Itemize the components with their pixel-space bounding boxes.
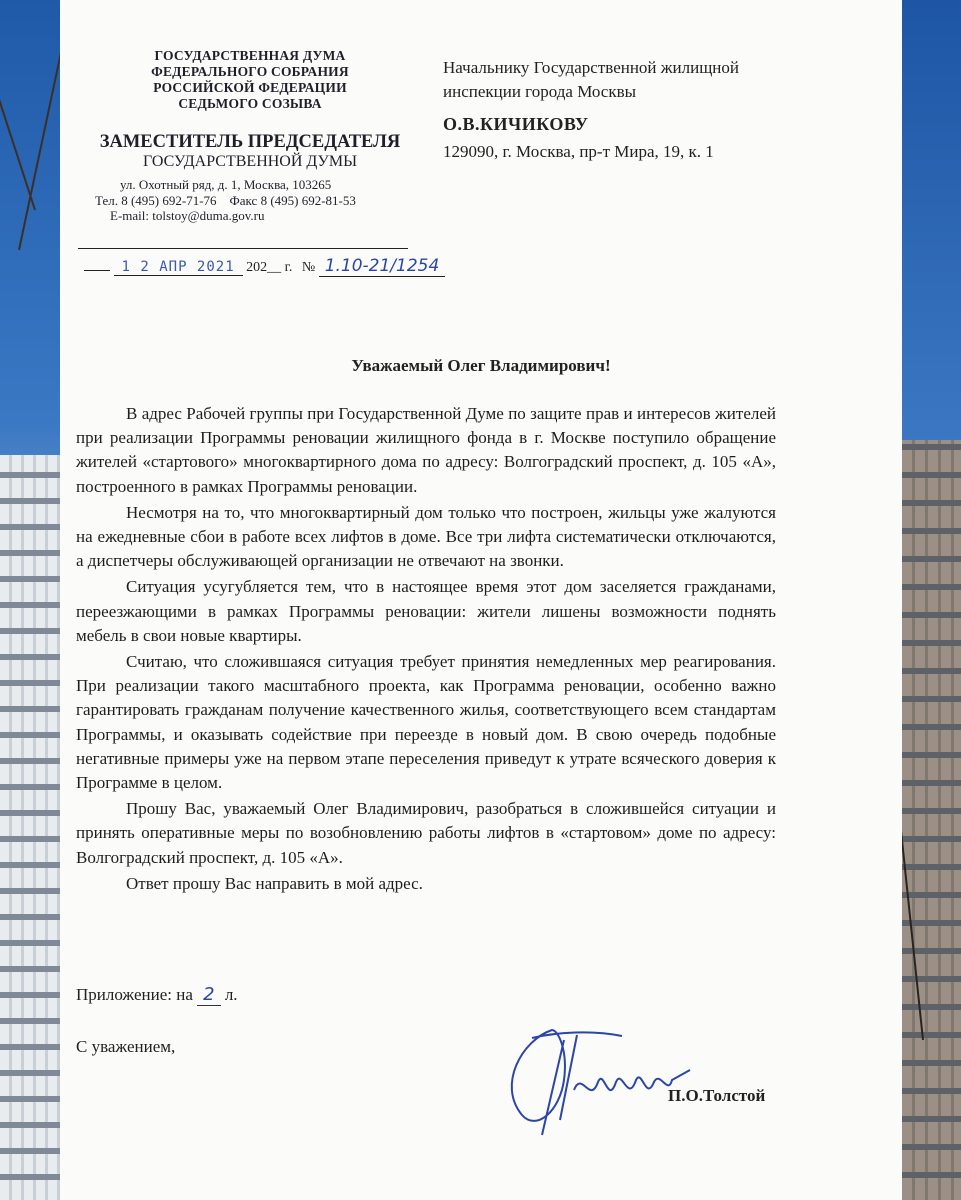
paragraph: Несмотря на то, что многоквартирный дом только что построен, жильцы уже жалуются на ежедневные сбои в работе всех лифтов в доме. Все три лифта систематически отключаются, а диспетчеры обслуживающей организации не отвечают на звонки. — [76, 502, 776, 571]
deputy-subtitle: ГОСУДАРСТВЕННОЙ ДУМЫ — [142, 153, 358, 170]
appendix-line — [76, 984, 238, 1005]
registration-number: 1.10-21/1254 — [319, 256, 446, 277]
building-right — [902, 440, 961, 1200]
tree-branch — [0, 39, 36, 211]
addressee-position: инспекции города Москвы — [443, 82, 637, 101]
background-photo-right — [902, 0, 961, 1200]
background-photo-left — [0, 0, 60, 1200]
registration-line — [84, 256, 445, 276]
paragraph: Ответ прошу Вас направить в мой адрес. — [126, 873, 423, 893]
email: E-mail: tolstoy@duma.gov.ru — [110, 208, 265, 223]
org-line: СЕДЬМОГО СОЗЫВА — [178, 96, 322, 111]
building-left — [0, 455, 60, 1200]
letterhead-divider — [78, 248, 408, 249]
paragraph: В адрес Рабочей группы при Государственной Думе по защите прав и интересов жителей при реализации Программы реновации жилищного фонда в г. Москве поступило обращение жителей «стартового» многоквартирного дома по адресу: Волгоградский проспект, д. 105 «А», построенного в рамках Программы реновации. — [76, 404, 776, 496]
year-suffix: 202__ г. — [246, 260, 293, 275]
signature — [482, 1010, 692, 1140]
paragraph: Прошу Вас, уважаемый Олег Владимирович, разобраться в сложившейся ситуации и принять оперативные меры по возобновлению работы лифтов в «стартовом» доме по адресу: Волгоградский проспект, д. 105 «А». — [76, 799, 776, 867]
signer-name: П.О.Толстой — [668, 1086, 766, 1105]
phone-fax: Тел. 8 (495) 692-71-76 Факс 8 (495) 692-81-53 — [95, 192, 356, 208]
organization-name — [80, 48, 420, 112]
closing: С уважением, — [76, 1037, 176, 1056]
office-address: ул. Охотный ряд, д. 1, Москва, 103265 — [120, 177, 332, 192]
org-line: ГОСУДАРСТВЕННАЯ ДУМА — [154, 48, 346, 63]
org-line: ФЕДЕРАЛЬНОГО СОБРАНИЯ — [151, 64, 349, 79]
contacts — [80, 177, 420, 224]
addressee-name: О.В.КИЧИКОВУ — [443, 114, 589, 134]
addressee-block — [443, 56, 813, 164]
addressee-address: 129090, г. Москва, пр-т Мира, 19, к. 1 — [443, 142, 714, 161]
deputy-title: ЗАМЕСТИТЕЛЬ ПРЕДСЕДАТЕЛЯ — [99, 132, 401, 152]
letter-body — [76, 402, 776, 898]
paragraph: Считаю, что сложившаяся ситуация требует принятия немедленных мер реагирования. При реализации такого масштабного проекта, как Программа реновации, особенно важно гарантировать гражданам получение качественного жилья, соответствующего всем стандартам Программы, и оказывать содействие при переезде в новый дом. В свою очередь подобные негативные примеры уже на первом этапе переселения приведут к утрате всяческого доверия к Программе в целом. — [76, 652, 776, 793]
date-stamp: 1 2 АПР 2021 — [114, 259, 243, 276]
salutation: Уважаемый Олег Владимирович! — [351, 356, 611, 375]
addressee-position: Начальнику Государственной жилищной — [443, 58, 739, 77]
paragraph: Ситуация усугубляется тем, что в настоящее время этот дом заселяется гражданами, переезжающими в рамках Программы реновации: жители лишены возможности поднять мебель в свои новые квартиры. — [76, 577, 776, 645]
tree-branch — [18, 5, 60, 250]
appendix-unit: л. — [224, 985, 238, 1004]
letterhead — [80, 48, 420, 224]
org-line: РОССИЙСКОЙ ФЕДЕРАЦИИ — [153, 80, 347, 95]
number-label: № — [301, 260, 316, 275]
appendix-count: 2 — [197, 984, 220, 1006]
appendix-label: Приложение: на — [76, 985, 193, 1004]
